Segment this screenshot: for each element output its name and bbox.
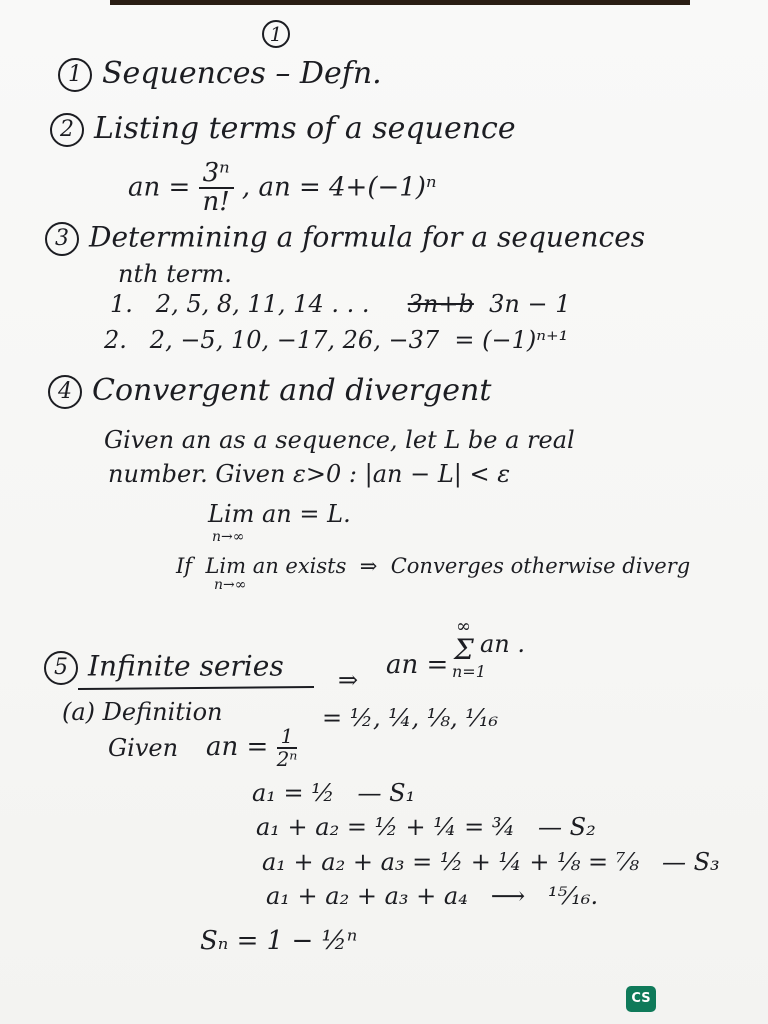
item-1-label: 1. [110, 290, 133, 318]
given-numerator: 1 [277, 726, 298, 749]
section-4 [48, 375, 491, 409]
partial-sum-row-4 [266, 884, 598, 908]
given-lhs: an = [206, 732, 269, 762]
formula-b: , an = 4+(−1)ⁿ [241, 172, 437, 203]
series-sum-lhs: an = [386, 650, 449, 680]
partial-sum-row-3 [262, 850, 720, 874]
item-1-sequence: 2, 5, 8, 11, 14 . . . [155, 290, 370, 318]
item-2-label: 2. [104, 326, 127, 354]
section-2 [50, 113, 516, 147]
section-2-number: 2 [50, 113, 84, 147]
rule-limit: Lim an exists [205, 554, 347, 578]
section-3-subtitle: nth term. [118, 260, 232, 288]
section-4-line-2: number. Given ε>0 : |an − L| < ε [108, 460, 511, 488]
rule-arrow: ⇒ [359, 554, 378, 578]
given-label: Given [108, 734, 179, 762]
section-4-number: 4 [48, 375, 82, 409]
item-2-formula: = (−1)ⁿ⁺¹ [454, 326, 569, 354]
section-4-limit [208, 502, 351, 526]
given-fraction [277, 726, 298, 770]
formula-a-numerator: 3ⁿ [199, 160, 234, 189]
section-4-rule [176, 556, 690, 577]
formula-a-lhs: an = [128, 172, 191, 203]
section-3-title: Determining a formula for a sequences [89, 220, 646, 254]
given-denominator: 2ⁿ [276, 747, 298, 771]
section-5-title: Infinite series [88, 649, 284, 683]
row-1-label: — S₁ [357, 779, 416, 807]
section-2-formulas [128, 160, 437, 217]
rule-tail: Converges otherwise diverg [390, 554, 691, 578]
row-2-expression: a₁ + a₂ = ½ + ¼ = ¾ [256, 813, 516, 841]
rule-limit-subscript: n→∞ [214, 577, 247, 593]
row-4-arrow: ⟶ [490, 882, 526, 910]
row-3-label: — S₃ [661, 848, 720, 876]
series-sum-top: ∞ [456, 616, 471, 637]
partial-sum-formula: Sₙ = 1 − ½ⁿ [200, 926, 358, 956]
section-3 [45, 222, 645, 256]
section-1-number: 1 [58, 58, 92, 92]
section-5 [44, 651, 284, 685]
row-4-expression: a₁ + a₂ + a₃ + a₄ [266, 882, 468, 910]
formula-a-fraction [199, 160, 234, 217]
rule-if: If [176, 554, 193, 578]
section-5-number: 5 [44, 651, 78, 685]
section-3-number: 3 [45, 222, 79, 256]
row-2-label: — S₂ [538, 813, 596, 841]
section-4-line-1: Given an as a sequence, let L be a real [104, 426, 575, 454]
partial-sum-row-1 [252, 781, 415, 805]
item-2-sequence: 2, −5, 10, −17, 26, −37 [149, 326, 440, 354]
series-sum-bottom: n=1 [452, 662, 486, 681]
item-1-formula: 3n − 1 [489, 290, 571, 318]
page-number: 1 [262, 20, 290, 48]
given-formula [206, 726, 297, 770]
section-1-title: Sequences – Defn. [102, 56, 382, 91]
series-term: an . [480, 630, 526, 658]
section-4-limit-subscript: n→∞ [212, 529, 245, 545]
section-1 [58, 58, 382, 92]
row-1-expression: a₁ = ½ [252, 779, 335, 807]
formula-a-denominator: n! [202, 187, 230, 218]
section-4-title: Convergent and divergent [92, 373, 492, 408]
section-5-underline [78, 686, 314, 690]
section-3-item-2 [104, 328, 568, 352]
series-sequence: = ½, ¼, ⅛, ¹⁄₁₆ [322, 704, 499, 732]
item-1-struck-formula: 3n+b [407, 290, 474, 318]
page-top-edge [110, 0, 690, 5]
partial-sum-row-2 [256, 815, 596, 839]
section-2-title: Listing terms of a sequence [94, 111, 516, 146]
row-3-expression: a₁ + a₂ + a₃ = ½ + ¼ + ⅛ = ⅞ [262, 848, 640, 876]
row-4-value: ¹⁵⁄₁₆. [548, 882, 599, 910]
section-3-item-1 [110, 292, 571, 316]
limit-text: Lim an = L. [208, 500, 351, 528]
subsection-a: (a) Definition [62, 698, 223, 726]
series-sigma: Σ [454, 633, 474, 666]
section-5-arrow: ⇒ [338, 666, 359, 694]
camscanner-logo: CS [626, 986, 656, 1012]
